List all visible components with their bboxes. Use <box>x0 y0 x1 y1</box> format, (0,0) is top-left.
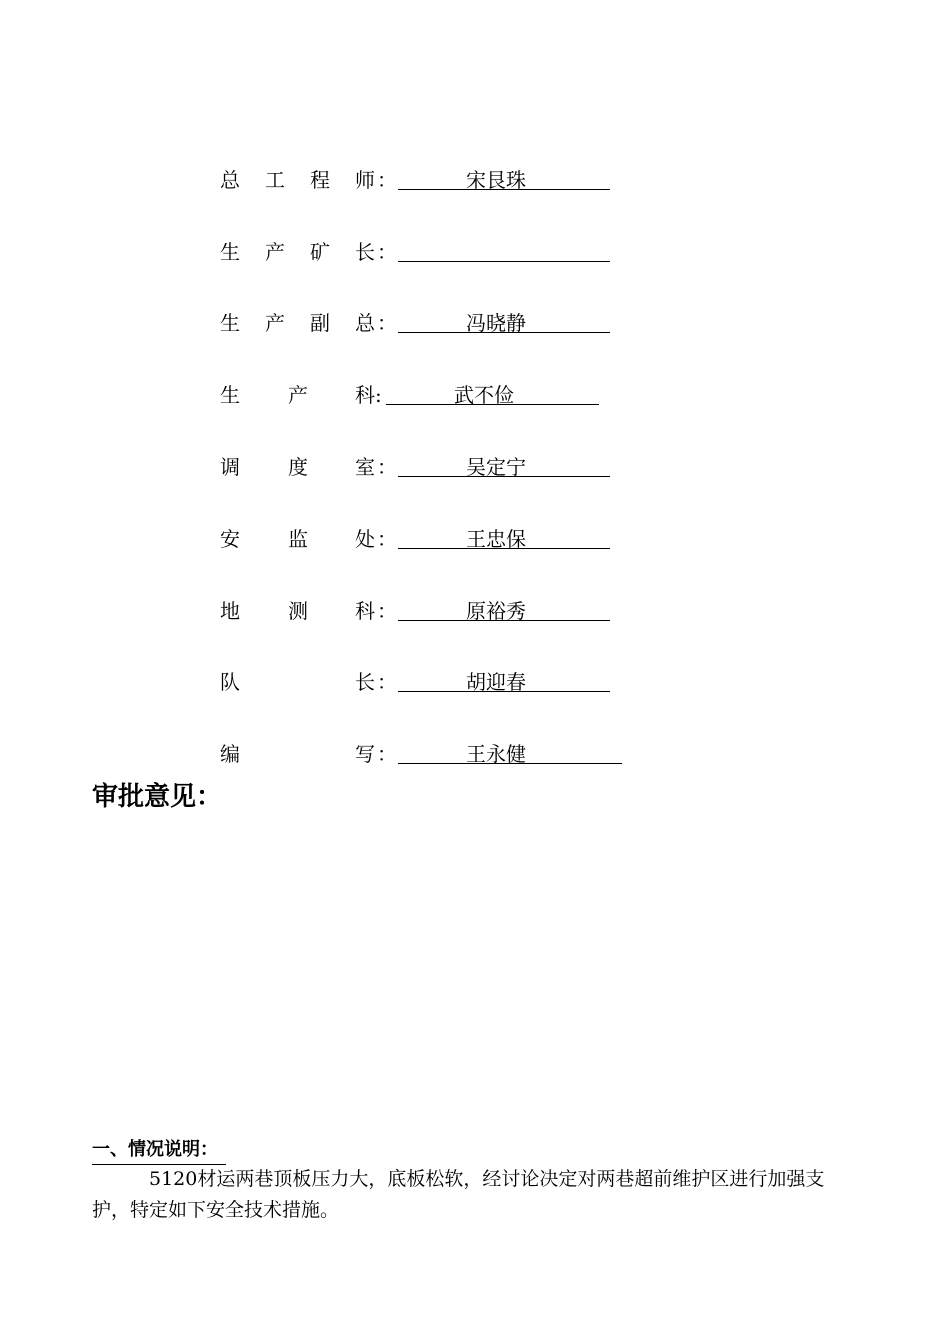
signature-role-char: 生 <box>220 311 240 335</box>
signature-role-char: 长 <box>355 670 375 694</box>
signature-colon: ： <box>377 455 397 479</box>
signature-role-char: 安 <box>220 527 240 551</box>
signature-name: 宋艮珠 <box>466 168 526 192</box>
signature-role-char: 产 <box>265 240 285 264</box>
signature-role-char: 产 <box>265 311 285 335</box>
signature-role-char: 长 <box>355 240 375 264</box>
signature-role-char: 度 <box>288 455 308 479</box>
signature-name: 原裕秀 <box>466 599 526 623</box>
section-heading-situation: 一、情况说明： <box>92 1136 226 1165</box>
signature-role-char: 副 <box>310 311 330 335</box>
signature-role-char: 调 <box>220 455 240 479</box>
signature-colon: ： <box>377 742 397 766</box>
signature-colon: ： <box>377 599 397 623</box>
signature-colon: ： <box>377 168 397 192</box>
signature-colon: ： <box>377 670 397 694</box>
signature-role-char: 生 <box>220 383 240 407</box>
signature-role-char: 处 <box>355 527 375 551</box>
signature-colon: ： <box>377 527 397 551</box>
signature-underline <box>398 455 610 479</box>
signature-role-char: 编 <box>220 742 240 766</box>
signature-role-char: 监 <box>288 527 308 551</box>
signature-underline <box>386 383 599 407</box>
signature-role-char: 产 <box>288 383 308 407</box>
signature-colon: ： <box>377 311 397 335</box>
signature-role-char: 写 <box>355 742 375 766</box>
signature-underline <box>398 261 610 262</box>
approval-opinion-title: 审批意见： <box>92 782 223 812</box>
signature-underline <box>398 670 610 694</box>
signature-underline <box>398 311 610 335</box>
signature-name: 冯晓静 <box>466 311 526 335</box>
signature-role-char: 师 <box>355 168 375 192</box>
signature-name: 胡迎春 <box>466 670 526 694</box>
signature-underline <box>398 599 610 623</box>
signature-colon: ： <box>377 240 397 264</box>
signature-underline <box>398 527 610 551</box>
section-body-situation: 5120材运两巷顶板压力大，底板松软，经讨论决定对两巷超前维护区进行加强支护，特定如下安全技术措施。 <box>92 1168 825 1221</box>
signature-name: 王永健 <box>466 742 526 766</box>
signature-role-char: 总 <box>220 168 240 192</box>
signature-name: 吴定宁 <box>466 455 526 479</box>
signature-role-char: 室 <box>355 455 375 479</box>
signature-role-char: 总 <box>355 311 375 335</box>
signature-underline <box>398 742 622 766</box>
signature-role-char: 地 <box>220 599 240 623</box>
signature-role-char: 测 <box>288 599 308 623</box>
signature-role-char: 工 <box>265 168 285 192</box>
signature-role-char: 生 <box>220 240 240 264</box>
signature-role-char: 科 <box>355 599 375 623</box>
signature-name: 王忠保 <box>466 527 526 551</box>
signature-role-char: 队 <box>220 670 240 694</box>
signature-role-char: 科 <box>355 383 375 407</box>
signature-colon: : <box>375 383 382 407</box>
signature-underline <box>398 168 610 192</box>
signature-role-char: 程 <box>310 168 330 192</box>
signature-name: 武不俭 <box>454 383 514 407</box>
signature-role-char: 矿 <box>310 240 330 264</box>
